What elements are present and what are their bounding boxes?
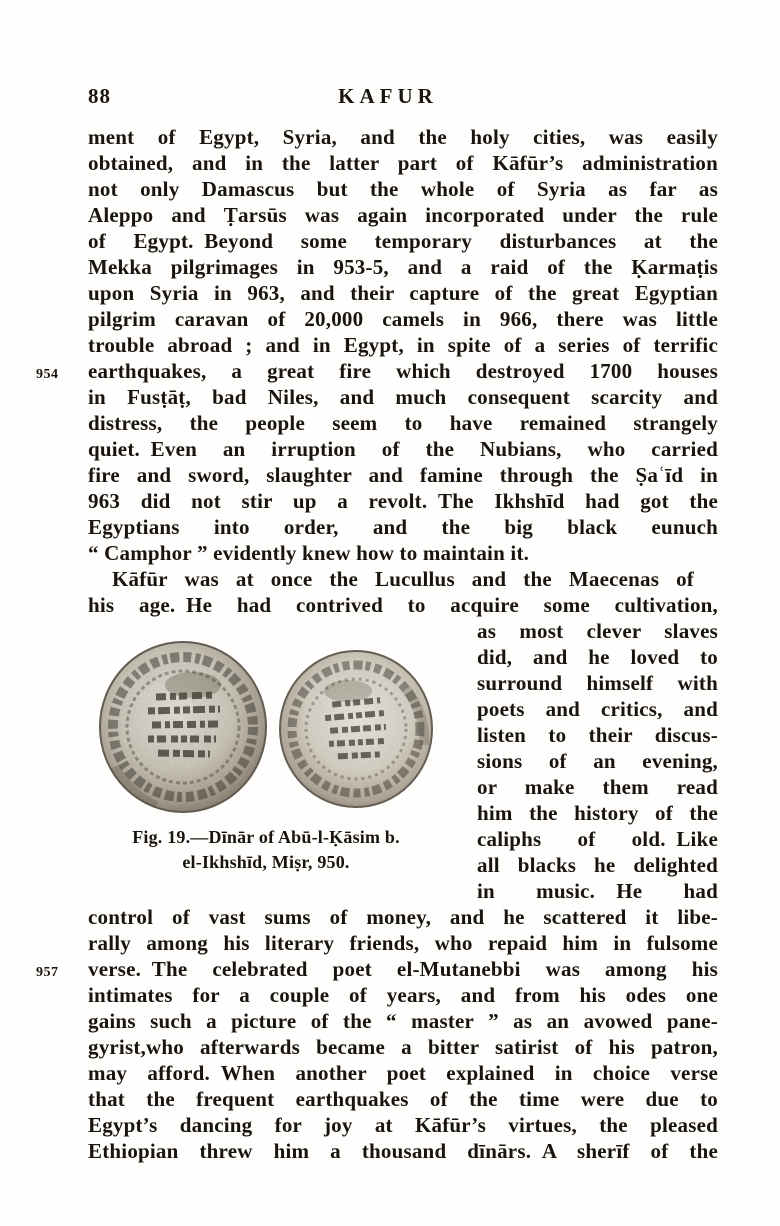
text-line <box>88 1060 718 1086</box>
text-line <box>88 202 718 228</box>
text-line <box>88 488 718 514</box>
line-text: pilgrim caravan of 20,000 camels in 966, there was little <box>88 307 718 331</box>
line-text: may afford. When another poet explained in choice verse <box>88 1061 718 1085</box>
text-line <box>88 254 718 280</box>
line-text: his age. He had contrived to acquire some cultivation, <box>88 593 718 617</box>
line-text: Egypt’s dancing for joy at Kāfūr’s virtues, the pleased <box>88 1113 718 1137</box>
text-line <box>88 462 718 488</box>
line-text: sions of an evening, <box>477 749 718 773</box>
line-text: not only Damascus but the whole of Syria as far as <box>88 177 718 201</box>
coin-obverse-image <box>98 641 268 813</box>
line-text: control of vast sums of money, and he scattered it libe- <box>88 905 718 929</box>
line-text: obtained, and in the latter part of Kāfūr’s administration <box>88 151 718 175</box>
text-line <box>88 1086 718 1112</box>
text-line <box>88 1008 718 1034</box>
line-text: distress, the people seem to have remained strangely <box>88 411 718 435</box>
text-line <box>477 826 718 852</box>
margin-year-note: 954 <box>36 367 59 382</box>
text-line <box>88 384 718 410</box>
text-line <box>477 852 718 878</box>
line-text: surround himself with <box>477 671 718 695</box>
line-text: Aleppo and Ṭarsūs was again incorporated under the rule <box>88 203 718 227</box>
text-line <box>88 1034 718 1060</box>
text-line <box>477 618 718 644</box>
line-text: ment of Egypt, Syria, and the holy cities, was easily <box>88 125 718 149</box>
page-number: 88 <box>88 84 111 108</box>
line-text: listen to their discus- <box>477 723 718 747</box>
line-text: rally among his literary friends, who repaid him in fulsome <box>88 931 718 955</box>
line-text: earthquakes, a great fire which destroyed 1700 houses <box>88 359 718 383</box>
paragraph-block-top <box>36 124 718 618</box>
line-text: in music. He had <box>477 879 718 903</box>
line-text: upon Syria in 963, and their capture of the great Egyptian <box>88 281 718 305</box>
line-text: poets and critics, and <box>477 697 718 721</box>
text-line <box>88 410 718 436</box>
line-text: caliphs of old. Like <box>477 827 718 851</box>
line-text: fire and sword, slaughter and famine through the Ṣaʿīd in <box>88 463 718 487</box>
paragraph-block-bottom <box>36 904 718 1164</box>
text-line <box>36 358 718 384</box>
figure-caption-line1: Fig. 19.—Dīnār of Abū-l-Ḳāsim b. <box>132 827 400 847</box>
line-text: trouble abroad ; and in Egypt, in spite of a series of terrific <box>88 333 718 357</box>
text-line <box>477 696 718 722</box>
line-text: Kāfūr was at once the Lucullus and the Maecenas of <box>112 567 694 591</box>
text-line <box>88 514 718 540</box>
body-text <box>36 124 718 1164</box>
text-line <box>88 592 718 618</box>
figure-caption-line2: el-Ikhshīd, Miṣr, 950. <box>182 852 350 872</box>
text-line <box>88 306 718 332</box>
text-line <box>88 176 718 202</box>
line-text: Ethiopian threw him a thousand dīnārs. A sherīf of the <box>88 1139 718 1163</box>
line-text: in Fusṭāṭ, bad Niles, and much consequent scarcity and <box>88 385 718 409</box>
line-text: Mekka pilgrimages in 953-5, and a raid of the Ḳarmaṭis <box>88 255 718 279</box>
line-text: “ Camphor ” evidently knew how to maintain it. <box>88 541 530 565</box>
text-line <box>477 748 718 774</box>
text-line <box>477 722 718 748</box>
text-line <box>88 982 718 1008</box>
text-line <box>477 670 718 696</box>
line-text: of Egypt. Beyond some temporary disturbances at the <box>88 229 718 253</box>
text-line <box>88 1138 718 1164</box>
figure-caption <box>98 825 434 875</box>
figure-row <box>88 618 718 904</box>
text-line <box>36 956 718 982</box>
text-line <box>88 124 718 150</box>
line-text: intimates for a couple of years, and from his odes one <box>88 983 718 1007</box>
line-text: all blacks he delighted <box>477 853 718 877</box>
line-text: or make them read <box>477 775 718 799</box>
line-text: quiet. Even an irruption of the Nubians, who carried <box>88 437 718 461</box>
text-line <box>477 774 718 800</box>
margin-year-note: 957 <box>36 965 59 980</box>
text-line <box>477 878 718 904</box>
running-header <box>88 84 718 110</box>
line-text: Egyptians into order, and the big black eunuch <box>88 515 718 539</box>
coin-photos <box>98 618 434 813</box>
text-line <box>88 1112 718 1138</box>
coin-reverse-image <box>278 649 434 809</box>
text-line <box>88 332 718 358</box>
text-line <box>88 540 718 566</box>
text-line <box>88 904 718 930</box>
line-text: gyrist,who afterwards became a bitter satirist of his patron, <box>88 1035 718 1059</box>
text-line <box>88 566 718 592</box>
text-line <box>477 800 718 826</box>
text-line <box>88 930 718 956</box>
line-text: him the history of the <box>477 801 718 825</box>
text-line <box>88 228 718 254</box>
figure-19 <box>88 618 477 904</box>
text-line <box>477 644 718 670</box>
running-header-title: KAFUR <box>338 84 438 108</box>
line-text: verse. The celebrated poet el-Mutanebbi was among his <box>88 957 718 981</box>
line-text: gains such a picture of the “ master ” as an avowed pane- <box>88 1009 718 1033</box>
text-line <box>88 150 718 176</box>
text-line <box>88 436 718 462</box>
text-line <box>88 280 718 306</box>
narrow-text-column <box>477 618 718 904</box>
line-text: that the frequent earthquakes of the time were due to <box>88 1087 718 1111</box>
line-text: did, and he loved to <box>477 645 718 669</box>
line-text: 963 did not stir up a revolt. The Ikhshīd had got the <box>88 489 718 513</box>
line-text: as most clever slaves <box>477 619 718 643</box>
